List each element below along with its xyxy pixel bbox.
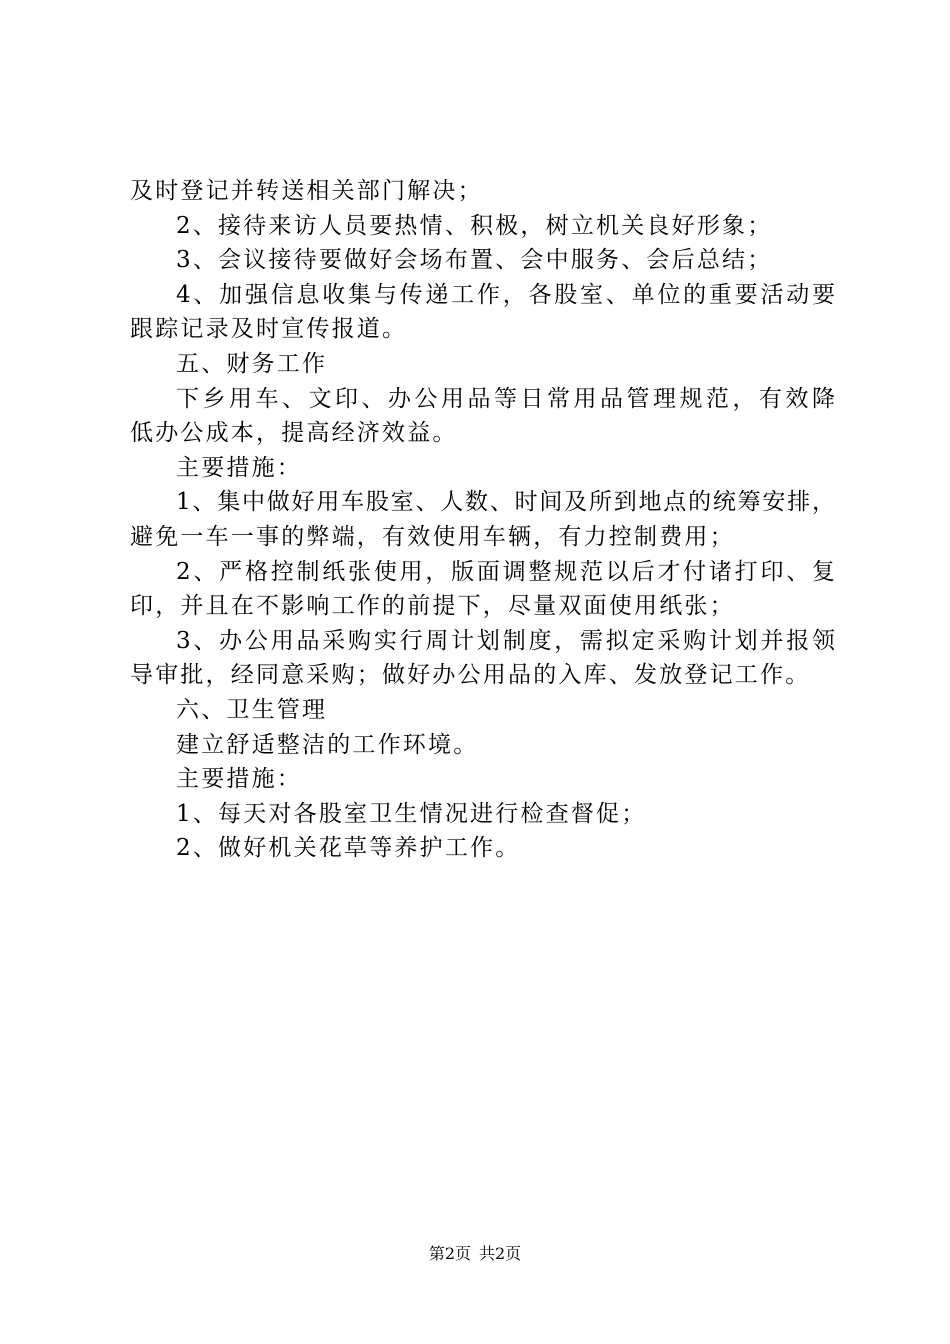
paragraph-line: 及时登记并转送相关部门解决； [130,178,483,204]
page-total: 共2页 [479,1244,522,1263]
paragraph-line: 导审批，经同意采购；做好办公用品的入库、发放登记工作。 [130,662,811,689]
paragraph-line: 避免一车一事的弊端，有效使用车辆，有力控制费用； [130,523,735,550]
page-number: 第2页 [428,1244,471,1263]
paragraph-line: 下乡用车、文印、办公用品等日常用品管理规范，有效降 [176,385,835,412]
paragraph-line: 2、接待来访人员要热情、积极，树立机关良好形象； [176,212,773,239]
paragraph-line: 1、集中做好用车股室、人数、时间及所到地点的统筹安排， [176,489,835,516]
paragraph-line: 建立舒适整洁的工作环境。 [176,731,479,758]
paragraph-line: 3、会议接待要做好会场布置、会中服务、会后总结； [176,247,773,274]
paragraph-line: 跟踪记录及时宣传报道。 [130,316,408,343]
paragraph-line: 低办公成本，提高经济效益。 [130,420,458,447]
paragraph-line: 3、办公用品采购实行周计划制度，需拟定采购计划并报领 [176,627,835,654]
paragraph-line: 印，并且在不影响工作的前提下，尽量双面使用纸张； [130,593,735,620]
paragraph-line: 2、严格控制纸张使用，版面调整规范以后才付诸打印、复 [176,558,835,585]
paragraph-line: 1、每天对各股室卫生情况进行检查督促； [176,800,647,827]
measures-heading: 主要措施： [176,766,302,793]
paragraph-line: 4、加强信息收集与传递工作，各股室、单位的重要活动要 [176,281,835,308]
page-footer [0,1242,950,1266]
document-body [130,174,835,866]
paragraph-line: 2、做好机关花草等养护工作。 [176,835,521,862]
section-heading: 五、财务工作 [176,350,328,377]
section-heading: 六、卫生管理 [176,696,328,723]
measures-heading: 主要措施： [176,454,302,481]
